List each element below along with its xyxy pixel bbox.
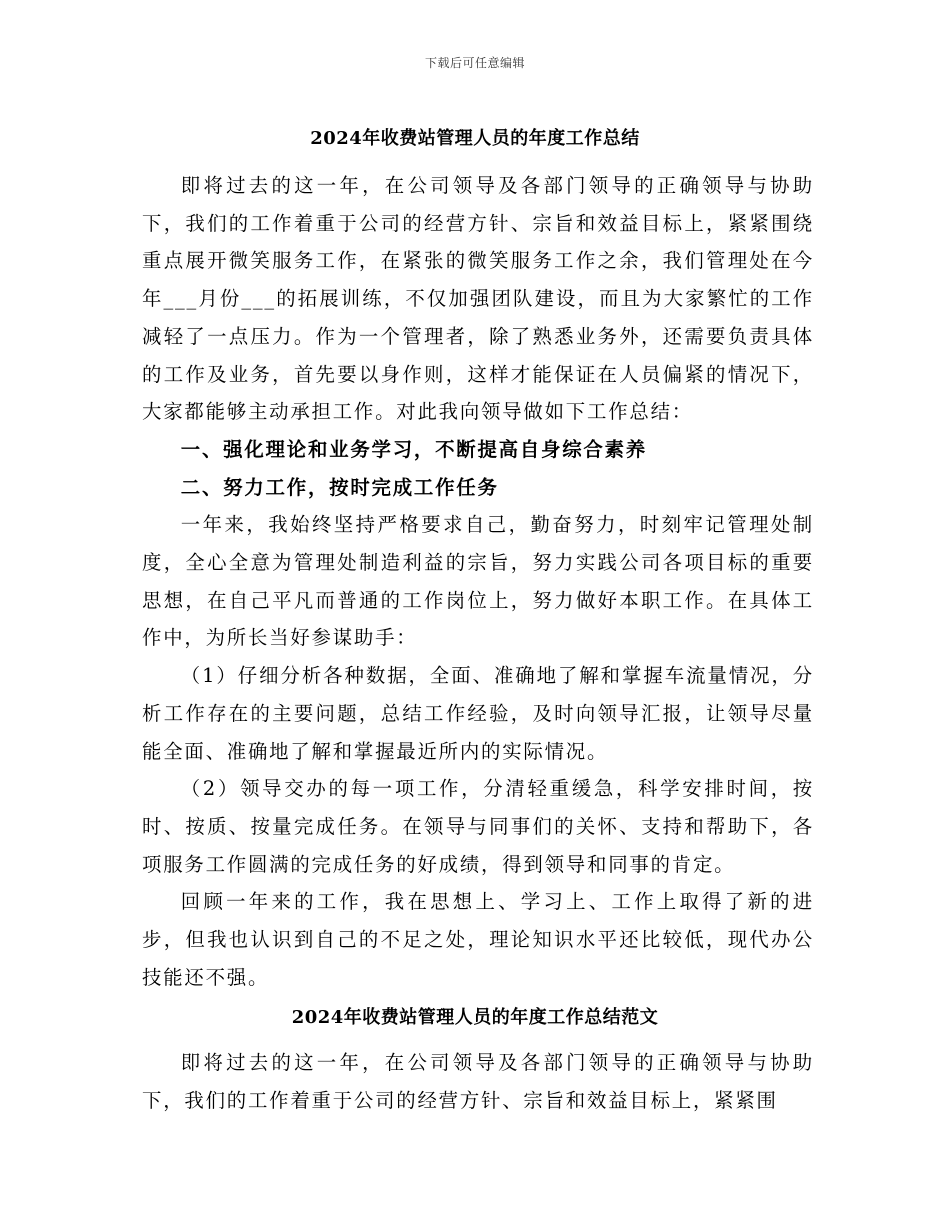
list-item-2: （2）领导交办的每一项工作，分清轻重缓急，科学安排时间，按时、按质、按量完成任务。在领导与同事们的关怀、支持和帮助下，各项服务工作圆满的完成任务的好成绩，得到领导和同事的肯定。: [142, 777, 814, 876]
list-item-1: （1）仔细分析各种数据，全面、准确地了解和掌握车流量情况，分析工作存在的主要问题，总结工作经验，及时向领导汇报，让领导尽量能全面、准确地了解和掌握最近所内的实际情况。: [142, 664, 814, 763]
header-note: 下载后可任意编辑: [424, 56, 525, 70]
second-intro-paragraph: 即将过去的这一年，在公司领导及各部门领导的正确领导与协助下，我们的工作着重于公司的经营方针、宗旨和效益目标上，紧紧围: [142, 1051, 814, 1112]
document-title: 2024年收费站管理人员的年度工作总结: [310, 128, 640, 149]
document-body: [142, 167, 814, 996]
review-paragraph: 回顾一年来的工作，我在思想上、学习上、工作上取得了新的进步，但我也认识到自己的不足之处，理论知识水平还比较低，现代办公技能还不强。: [142, 890, 814, 989]
intro-paragraph: 即将过去的这一年，在公司领导及各部门领导的正确领导与协助下，我们的工作着重于公司的经营方针、宗旨和效益目标上，紧紧围绕重点展开微笑服务工作，在紧张的微笑服务工作之余，我们管理处在今年___月份___的拓展训练，不仅加强团队建设，而且为大家繁忙的工作减轻了一点压力。作为一个管理者，除了熟悉业务外，还需要负责具体的工作及业务，首先要以身作则，这样才能保证在人员偏紧的情况下，大家都能够主动承担工作。对此我向领导做如下工作总结：: [142, 174, 814, 424]
second-document-body: [142, 1044, 814, 1119]
second-document-title: 2024年收费站管理人员的年度工作总结范文: [291, 1007, 659, 1028]
section-heading-2: 二、努力工作，按时完成工作任务: [180, 475, 499, 499]
section-heading-1: 一、强化理论和业务学习，不断提高自身综合素养: [180, 437, 647, 461]
year-summary-paragraph: 一年来，我始终坚持严格要求自己，勤奋努力，时刻牢记管理处制度，全心全意为管理处制造利益的宗旨，努力实践公司各项目标的重要思想，在自己平凡而普通的工作岗位上，努力做好本职工作。在具体工作中，为所长当好参谋助手：: [142, 513, 814, 650]
